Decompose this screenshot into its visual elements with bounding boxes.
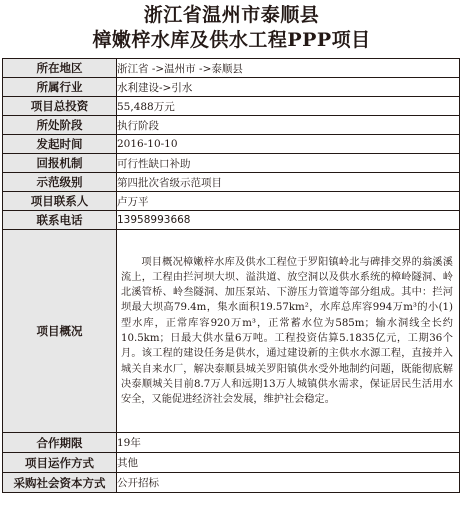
- row-label: 回报机制: [3, 154, 117, 173]
- row-label: 联系电话: [3, 211, 117, 230]
- row-value: 水利建设->引水: [117, 81, 193, 94]
- row-label: 项目总投资: [3, 97, 117, 116]
- table-row-return-mechanism: [3, 154, 460, 173]
- row-value: 其他: [117, 457, 138, 469]
- row-label: 项目联系人: [3, 192, 117, 211]
- table-row-contact-person: [3, 192, 460, 211]
- table-row-phone: [3, 211, 460, 230]
- row-value: 可行性缺口补助: [117, 157, 191, 170]
- row-label: 合作期限: [3, 433, 117, 453]
- row-value: 第四批次省级示范项目: [117, 176, 222, 189]
- table-row-demo-level: [3, 173, 460, 192]
- row-value: 19年: [117, 437, 141, 449]
- row-value: 2016-10-10: [117, 138, 178, 150]
- table-row-operation-mode: [3, 453, 460, 473]
- row-value: 55,488万元: [117, 100, 175, 113]
- row-value: 公开招标: [117, 477, 159, 489]
- table-row-total-investment: [3, 97, 460, 116]
- project-info-table: [2, 58, 460, 493]
- table-row-term: [3, 433, 460, 453]
- row-label: 所在地区: [3, 59, 117, 78]
- row-value: 13958993668: [117, 214, 191, 226]
- row-label: 所属行业: [3, 78, 117, 97]
- row-label: 项目运作方式: [3, 453, 117, 473]
- table-row-industry: [3, 78, 460, 97]
- row-label: 示范级别: [3, 173, 117, 192]
- table-row-procurement: [3, 473, 460, 493]
- page-title: [0, 0, 463, 56]
- table-row-overview: [3, 230, 460, 433]
- row-label: 项目概况: [3, 230, 117, 433]
- table-row-stage: [3, 116, 460, 135]
- title-line-1: 浙江省温州市泰顺县: [143, 4, 320, 26]
- title-line-2: 樟嫩梓水库及供水工程PPP项目: [92, 29, 371, 51]
- row-label: 采购社会资本方式: [3, 473, 117, 493]
- row-label: 所处阶段: [3, 116, 117, 135]
- row-label: 发起时间: [3, 135, 117, 154]
- table-row-region: [3, 59, 460, 78]
- overview-text: 项目概况樟嫩梓水库及供水工程位于罗阳镇岭北与碑排交界的翁溪溪流上，工程由拦河坝大坝、溢洪道、放空洞以及供水系统的樟岭隧洞、岭北溪管桥、岭叁隧洞、加压泵站、下游压力管道等部分组成。其中：拦河坝最大坝高79.4m，集水面积19.57km²，水库总库容994万m³的小(1)型水库，正常库容920万m³，正常蓄水位为585m；输水洞线全长约10.5km；日最大供水量6万吨。工程投资估算5.1835亿元，工期36个月。该工程的建设任务是供水，通过建设新的主供水水源工程，直接并入城关自来水厂，解决泰顺县城关罗阳镇供水受外地制约问题，既能彻底解决泰顺城关目前8.7万人和远期13万人城镇供水需求，保证居民生活用水安全，又能促进经济社会发展，维护社会稳定。: [121, 256, 453, 406]
- row-value: 浙江省 ->温州市 ->泰顺县: [117, 62, 243, 75]
- table-row-launch-date: [3, 135, 460, 154]
- row-value: 执行阶段: [117, 119, 159, 132]
- row-value: 卢万平: [117, 195, 149, 208]
